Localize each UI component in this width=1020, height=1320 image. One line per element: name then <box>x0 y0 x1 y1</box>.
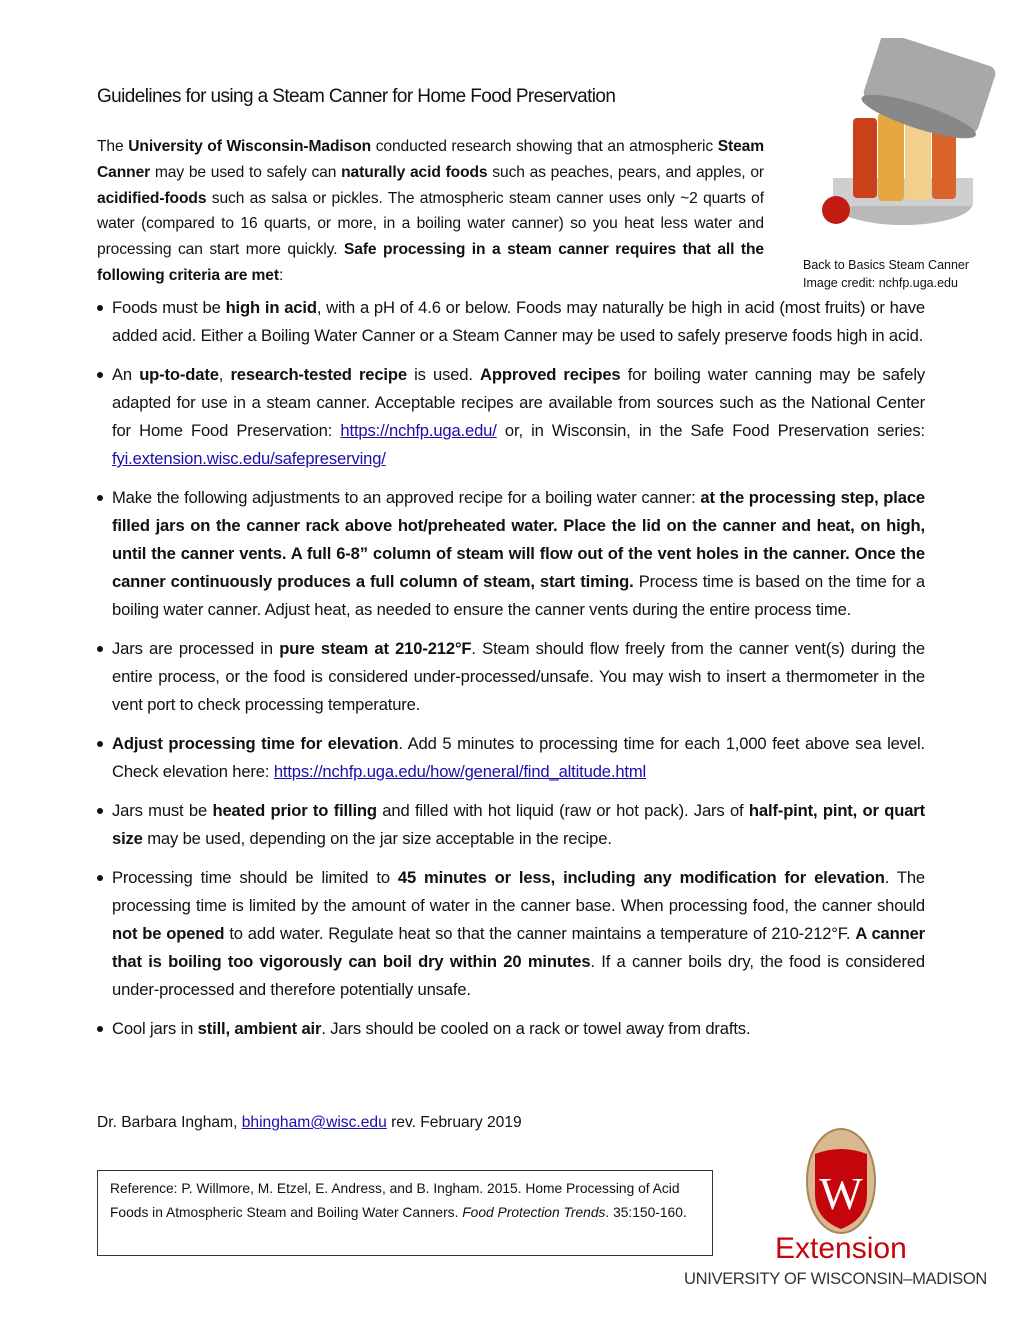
text: such as salsa or pickles. The atmospheric steam canner uses only ~2 quarts of water (compared to 16 quarts, or more, in a boiling water canner) so you heat less water and processing can start more quickly. <box>97 189 764 259</box>
extension-wordmark: Extension <box>775 1232 907 1265</box>
text: such as peaches, pears, and apples, or <box>487 163 764 181</box>
bold-text: up-to-date <box>139 365 219 384</box>
bold-text: Steam Canner <box>97 138 764 181</box>
text: . 35:150-160. <box>605 1204 687 1220</box>
bold-text: acidified-foods <box>97 189 207 207</box>
criteria-item <box>97 635 925 719</box>
bold-text: heated prior to filling <box>212 801 377 820</box>
text: may be used to safely can <box>150 163 342 181</box>
text: and filled with hot liquid (raw or hot pack). Jars of <box>376 801 749 820</box>
text: . Steam should flow freely from the canner vent(s) during the entire process, or the food is considered under-processed/unsafe. You may wish to insert a thermometer in the vent port to check processing temperature. <box>112 639 926 714</box>
bold-text: 45 minutes or less, including any modification for elevation <box>397 868 885 887</box>
bold-text: University of Wisconsin-Madison <box>128 138 372 155</box>
page-title: Guidelines for using a Steam Canner for Home Food Preservation <box>97 86 616 107</box>
criteria-list <box>97 294 925 1054</box>
author-email-link[interactable]: bhingham@wisc.edu <box>241 1114 387 1131</box>
caption-title: Back to Basics Steam Canner <box>803 258 970 272</box>
text: : <box>278 266 284 284</box>
text: . Add 5 minutes to processing time for each 1,000 feet above sea level. Check elevation here: <box>112 734 925 781</box>
revision-date: rev. February 2019 <box>386 1114 522 1131</box>
text: may be used, depending on the jar size acceptable in the recipe. <box>142 829 612 848</box>
intro-paragraph <box>97 134 764 289</box>
steam-canner-photo <box>808 38 1014 248</box>
bold-text: Approved recipes <box>480 365 621 384</box>
criteria-item <box>97 484 925 624</box>
text: The <box>97 138 129 155</box>
criteria-item <box>97 1015 925 1043</box>
text: Make the following adjustments to an approved recipe for a boiling water canner: <box>112 488 701 507</box>
text: conducted research showing that an atmospheric <box>371 138 718 155</box>
criteria-item <box>97 864 925 1004</box>
text: . If a canner boils dry, the food is considered under-processed and therefore potentially unsafe. <box>112 952 926 999</box>
author-name: Dr. Barbara Ingham, <box>97 1114 242 1131</box>
link[interactable]: https://nchfp.uga.edu/ <box>340 421 497 440</box>
text: Foods must be <box>112 298 226 317</box>
bold-text: not be opened <box>112 924 225 943</box>
text: for boiling water canning may be safely adapted for use in a steam canner. Acceptable recipes are available from sources such as the National Center for Home Food Preservation: <box>112 365 925 440</box>
bold-text: pure steam at 210-212°F <box>279 639 472 658</box>
text: or, in Wisconsin, in the Safe Food Preservation series: <box>496 421 925 440</box>
criteria-item <box>97 294 925 350</box>
criteria-item <box>97 730 925 786</box>
image-caption <box>803 256 969 292</box>
text: Jars must be <box>112 801 213 820</box>
bold-text: half-pint, pint, or quart size <box>112 801 925 848</box>
italic-text: Food Protection Trends <box>462 1204 606 1220</box>
caption-credit: Image credit: nchfp.uga.edu <box>803 276 958 290</box>
signature-line <box>97 1114 522 1132</box>
bold-text: high in acid <box>225 298 317 317</box>
link[interactable]: https://nchfp.uga.edu/how/general/find_altitude.html <box>273 762 647 781</box>
text: . The processing time is limited by the amount of water in the canner base. When processing food, the canner should <box>112 868 925 915</box>
university-wordmark: UNIVERSITY OF WISCONSIN–MADISON <box>684 1270 988 1288</box>
bold-text: research-tested recipe <box>230 365 407 384</box>
text: to add water. Regulate heat so that the canner maintains a temperature of 210-212°F. <box>224 924 856 943</box>
text: An <box>112 365 140 384</box>
text: Process time is based on the time for a boiling water canner. Adjust heat, as needed to ensure the canner vents during the entire process time. <box>112 572 925 619</box>
criteria-item <box>97 361 925 473</box>
criteria-item <box>97 797 925 853</box>
svg-text:W: W <box>819 1168 863 1219</box>
bold-text: naturally acid foods <box>341 163 488 181</box>
text: Cool jars in <box>112 1019 198 1038</box>
reference-box <box>97 1170 713 1256</box>
text: Processing time should be limited to <box>112 868 398 887</box>
text: is used. <box>406 365 481 384</box>
text: Jars are processed in <box>112 639 280 658</box>
bold-text: still, ambient air <box>197 1019 322 1038</box>
uw-crest-logo <box>680 1124 1010 1294</box>
bold-text: Adjust processing time for elevation <box>112 734 399 753</box>
text: . Jars should be cooled on a rack or towel away from drafts. <box>321 1019 751 1038</box>
text: Reference: P. Willmore, M. Etzel, E. Andress, and B. Ingham. 2015. Home Processing of Acid Foods in Atmospheric Steam and Boiling Water Canners. <box>110 1181 680 1220</box>
link[interactable]: fyi.extension.wisc.edu/safepreserving/ <box>112 449 386 468</box>
bold-text: Safe processing in a steam canner requires that all the following criteria are met <box>97 241 764 284</box>
text: , <box>218 365 231 384</box>
bold-text: at the processing step, place filled jars on the canner rack above hot/preheated water. Place the lid on the canner and heat, on high, until the canner vents. A full 6-8” column of steam will flow out of the vent holes in the canner. Once the canner continuously produces a full column of steam, start timing. <box>112 488 925 591</box>
bold-text: A canner that is boiling too vigorously can boil dry within 20 minutes <box>112 924 925 971</box>
text: , with a pH of 4.6 or below. Foods may naturally be high in acid (most fruits) or have added acid. Either a Boiling Water Canner or a Steam Canner may be used to safely preserve foods high in acid. <box>112 298 925 345</box>
